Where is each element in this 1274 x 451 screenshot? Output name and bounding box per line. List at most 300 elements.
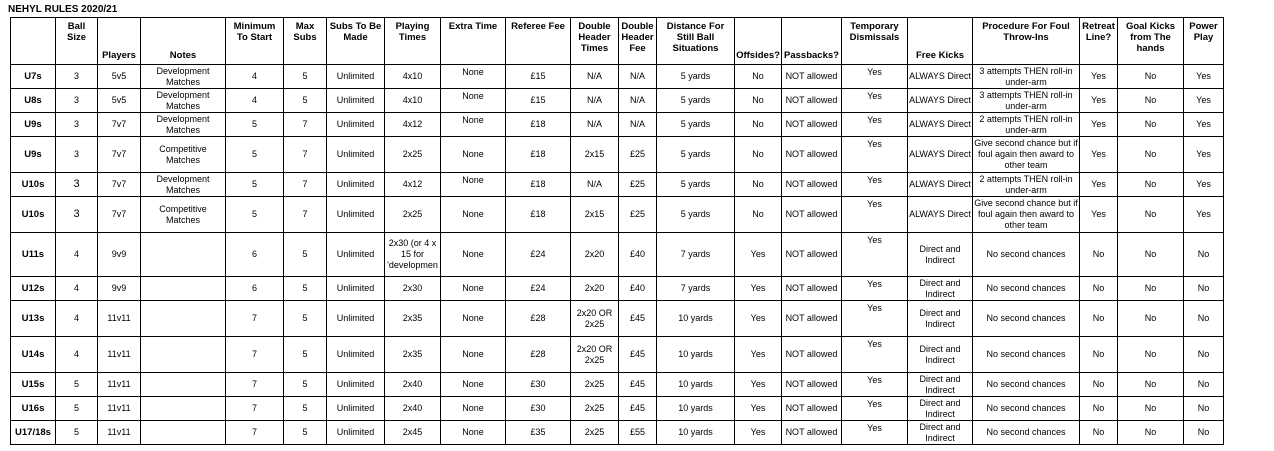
- cell-retreat-line: No: [1080, 277, 1118, 301]
- cell-referee-fee: £15: [506, 89, 571, 113]
- cell-double-header-fee: N/A: [619, 65, 657, 89]
- cell-power-play: No: [1184, 421, 1224, 445]
- header-referee-fee: Referee Fee: [506, 18, 571, 65]
- cell-double-header-fee: £25: [619, 137, 657, 173]
- header-goal-kicks-from-hands: Goal Kicks from The hands: [1118, 18, 1184, 65]
- cell-max-subs: 5: [284, 337, 327, 373]
- cell-still-ball-distance: 7 yards: [657, 277, 735, 301]
- cell-power-play: No: [1184, 397, 1224, 421]
- header-foul-throw-in-procedure: Procedure For Foul Throw-Ins: [973, 18, 1080, 65]
- cell-ball-size: 4: [56, 277, 98, 301]
- cell-ball-size: 5: [56, 421, 98, 445]
- cell-referee-fee: £24: [506, 277, 571, 301]
- cell-notes: Development Matches: [141, 65, 226, 89]
- cell-minimum-to-start: 7: [226, 397, 284, 421]
- cell-retreat-line: No: [1080, 301, 1118, 337]
- cell-goal-kicks-from-hands: No: [1118, 397, 1184, 421]
- table-row: [11, 137, 1224, 173]
- cell-still-ball-distance: 5 yards: [657, 173, 735, 197]
- cell-age-group: U10s: [11, 173, 56, 197]
- cell-temporary-dismissals: Yes: [842, 421, 908, 445]
- cell-double-header-fee: £25: [619, 173, 657, 197]
- cell-max-subs: 5: [284, 421, 327, 445]
- cell-ball-size: 5: [56, 397, 98, 421]
- cell-extra-time: None: [441, 173, 506, 197]
- cell-minimum-to-start: 7: [226, 337, 284, 373]
- cell-double-header-times: N/A: [571, 113, 619, 137]
- cell-playing-times: 4x12: [385, 173, 441, 197]
- cell-foul-throw-in-procedure: 2 attempts THEN roll-in under-arm: [973, 173, 1080, 197]
- cell-max-subs: 7: [284, 137, 327, 173]
- cell-temporary-dismissals: Yes: [842, 113, 908, 137]
- table-row: [11, 65, 1224, 89]
- cell-players: 5v5: [98, 65, 141, 89]
- cell-players: 7v7: [98, 173, 141, 197]
- cell-ball-size: 4: [56, 233, 98, 277]
- cell-foul-throw-in-procedure: Give second chance but if foul again then award to other team: [973, 197, 1080, 233]
- cell-notes: Development Matches: [141, 113, 226, 137]
- cell-double-header-fee: £45: [619, 301, 657, 337]
- cell-subs-to-be-made: Unlimited: [327, 277, 385, 301]
- cell-playing-times: 2x30: [385, 277, 441, 301]
- cell-still-ball-distance: 5 yards: [657, 197, 735, 233]
- cell-minimum-to-start: 7: [226, 301, 284, 337]
- cell-free-kicks: Direct and Indirect: [908, 421, 973, 445]
- header-max-subs: Max Subs: [284, 18, 327, 65]
- cell-extra-time: None: [441, 233, 506, 277]
- cell-still-ball-distance: 10 yards: [657, 337, 735, 373]
- cell-power-play: No: [1184, 301, 1224, 337]
- cell-foul-throw-in-procedure: 3 attempts THEN roll-in under-arm: [973, 65, 1080, 89]
- cell-age-group: U12s: [11, 277, 56, 301]
- cell-goal-kicks-from-hands: No: [1118, 113, 1184, 137]
- cell-offsides: No: [735, 65, 782, 89]
- cell-players: 11v11: [98, 301, 141, 337]
- cell-double-header-fee: N/A: [619, 113, 657, 137]
- header-ball-size: Ball Size: [56, 18, 98, 65]
- cell-foul-throw-in-procedure: 2 attempts THEN roll-in under-arm: [973, 113, 1080, 137]
- cell-double-header-times: 2x20: [571, 233, 619, 277]
- cell-temporary-dismissals: Yes: [842, 373, 908, 397]
- cell-temporary-dismissals: Yes: [842, 137, 908, 173]
- cell-passbacks: NOT allowed: [782, 337, 842, 373]
- cell-temporary-dismissals: Yes: [842, 89, 908, 113]
- cell-passbacks: NOT allowed: [782, 89, 842, 113]
- cell-passbacks: NOT allowed: [782, 137, 842, 173]
- cell-goal-kicks-from-hands: No: [1118, 337, 1184, 373]
- cell-foul-throw-in-procedure: No second chances: [973, 277, 1080, 301]
- cell-max-subs: 5: [284, 397, 327, 421]
- cell-still-ball-distance: 5 yards: [657, 137, 735, 173]
- cell-subs-to-be-made: Unlimited: [327, 337, 385, 373]
- table-row: [11, 89, 1224, 113]
- cell-free-kicks: Direct and Indirect: [908, 397, 973, 421]
- cell-goal-kicks-from-hands: No: [1118, 173, 1184, 197]
- cell-passbacks: NOT allowed: [782, 277, 842, 301]
- cell-offsides: Yes: [735, 301, 782, 337]
- cell-subs-to-be-made: Unlimited: [327, 113, 385, 137]
- cell-referee-fee: £15: [506, 65, 571, 89]
- cell-subs-to-be-made: Unlimited: [327, 373, 385, 397]
- cell-offsides: Yes: [735, 421, 782, 445]
- header-double-header-times: Double Header Times: [571, 18, 619, 65]
- cell-playing-times: 4x10: [385, 65, 441, 89]
- cell-players: 9v9: [98, 233, 141, 277]
- cell-temporary-dismissals: Yes: [842, 277, 908, 301]
- cell-foul-throw-in-procedure: Give second chance but if foul again then award to other team: [973, 137, 1080, 173]
- cell-goal-kicks-from-hands: No: [1118, 301, 1184, 337]
- cell-double-header-times: 2x25: [571, 421, 619, 445]
- cell-extra-time: None: [441, 113, 506, 137]
- cell-age-group: U9s: [11, 137, 56, 173]
- cell-foul-throw-in-procedure: No second chances: [973, 373, 1080, 397]
- cell-power-play: No: [1184, 277, 1224, 301]
- cell-referee-fee: £30: [506, 397, 571, 421]
- cell-ball-size: 3: [56, 89, 98, 113]
- cell-goal-kicks-from-hands: No: [1118, 89, 1184, 113]
- cell-retreat-line: Yes: [1080, 137, 1118, 173]
- cell-still-ball-distance: 5 yards: [657, 65, 735, 89]
- cell-free-kicks: ALWAYS Direct: [908, 65, 973, 89]
- cell-referee-fee: £18: [506, 173, 571, 197]
- cell-passbacks: NOT allowed: [782, 197, 842, 233]
- cell-retreat-line: No: [1080, 421, 1118, 445]
- table-row: [11, 301, 1224, 337]
- cell-notes: [141, 337, 226, 373]
- cell-retreat-line: No: [1080, 233, 1118, 277]
- cell-subs-to-be-made: Unlimited: [327, 233, 385, 277]
- cell-foul-throw-in-procedure: No second chances: [973, 301, 1080, 337]
- cell-power-play: Yes: [1184, 137, 1224, 173]
- cell-double-header-times: N/A: [571, 89, 619, 113]
- cell-minimum-to-start: 4: [226, 65, 284, 89]
- cell-temporary-dismissals: Yes: [842, 233, 908, 277]
- cell-subs-to-be-made: Unlimited: [327, 173, 385, 197]
- cell-still-ball-distance: 7 yards: [657, 233, 735, 277]
- cell-playing-times: 4x12: [385, 113, 441, 137]
- cell-double-header-times: N/A: [571, 173, 619, 197]
- header-still-ball-distance: Distance For Still Ball Situations: [657, 18, 735, 65]
- cell-players: 7v7: [98, 137, 141, 173]
- cell-age-group: U11s: [11, 233, 56, 277]
- header-passbacks: Passbacks?: [782, 18, 842, 65]
- table-row: [11, 373, 1224, 397]
- cell-referee-fee: £28: [506, 337, 571, 373]
- cell-minimum-to-start: 5: [226, 137, 284, 173]
- cell-passbacks: NOT allowed: [782, 113, 842, 137]
- table-row: [11, 197, 1224, 233]
- cell-age-group: U16s: [11, 397, 56, 421]
- cell-notes: Development Matches: [141, 89, 226, 113]
- header-row: [11, 18, 1224, 65]
- cell-still-ball-distance: 5 yards: [657, 89, 735, 113]
- cell-age-group: U8s: [11, 89, 56, 113]
- cell-passbacks: NOT allowed: [782, 373, 842, 397]
- cell-power-play: Yes: [1184, 65, 1224, 89]
- cell-extra-time: None: [441, 421, 506, 445]
- cell-minimum-to-start: 5: [226, 113, 284, 137]
- cell-foul-throw-in-procedure: No second chances: [973, 233, 1080, 277]
- cell-double-header-fee: £40: [619, 233, 657, 277]
- cell-double-header-times: 2x15: [571, 197, 619, 233]
- cell-double-header-times: 2x25: [571, 373, 619, 397]
- header-extra-time: Extra Time: [441, 18, 506, 65]
- cell-temporary-dismissals: Yes: [842, 301, 908, 337]
- cell-double-header-times: N/A: [571, 65, 619, 89]
- cell-offsides: Yes: [735, 233, 782, 277]
- table-row: [11, 397, 1224, 421]
- cell-ball-size: 3: [56, 197, 98, 233]
- cell-free-kicks: ALWAYS Direct: [908, 137, 973, 173]
- cell-temporary-dismissals: Yes: [842, 65, 908, 89]
- cell-referee-fee: £18: [506, 137, 571, 173]
- table-row: [11, 173, 1224, 197]
- cell-players: 11v11: [98, 337, 141, 373]
- cell-passbacks: NOT allowed: [782, 421, 842, 445]
- cell-retreat-line: No: [1080, 373, 1118, 397]
- cell-goal-kicks-from-hands: No: [1118, 233, 1184, 277]
- cell-notes: Development Matches: [141, 173, 226, 197]
- cell-passbacks: NOT allowed: [782, 301, 842, 337]
- cell-free-kicks: ALWAYS Direct: [908, 173, 973, 197]
- cell-max-subs: 7: [284, 113, 327, 137]
- cell-ball-size: 3: [56, 65, 98, 89]
- cell-still-ball-distance: 10 yards: [657, 373, 735, 397]
- cell-temporary-dismissals: Yes: [842, 337, 908, 373]
- table-row: [11, 113, 1224, 137]
- cell-power-play: No: [1184, 233, 1224, 277]
- cell-minimum-to-start: 4: [226, 89, 284, 113]
- cell-temporary-dismissals: Yes: [842, 397, 908, 421]
- cell-referee-fee: £18: [506, 197, 571, 233]
- cell-subs-to-be-made: Unlimited: [327, 65, 385, 89]
- cell-ball-size: 3: [56, 173, 98, 197]
- cell-offsides: No: [735, 137, 782, 173]
- cell-extra-time: None: [441, 89, 506, 113]
- cell-minimum-to-start: 6: [226, 233, 284, 277]
- cell-retreat-line: Yes: [1080, 89, 1118, 113]
- cell-max-subs: 5: [284, 233, 327, 277]
- cell-age-group: U9s: [11, 113, 56, 137]
- header-players: Players: [98, 18, 141, 65]
- header-notes: Notes: [141, 18, 226, 65]
- cell-ball-size: 5: [56, 373, 98, 397]
- header-subs-to-be-made: Subs To Be Made: [327, 18, 385, 65]
- cell-notes: Competitive Matches: [141, 197, 226, 233]
- cell-extra-time: None: [441, 337, 506, 373]
- cell-free-kicks: Direct and Indirect: [908, 277, 973, 301]
- cell-double-header-fee: £40: [619, 277, 657, 301]
- table-row: [11, 233, 1224, 277]
- cell-players: 9v9: [98, 277, 141, 301]
- cell-passbacks: NOT allowed: [782, 65, 842, 89]
- cell-referee-fee: £18: [506, 113, 571, 137]
- cell-goal-kicks-from-hands: No: [1118, 421, 1184, 445]
- cell-still-ball-distance: 5 yards: [657, 113, 735, 137]
- page-title: NEHYL RULES 2020/21: [8, 4, 118, 15]
- cell-age-group: U10s: [11, 197, 56, 233]
- cell-offsides: No: [735, 89, 782, 113]
- cell-max-subs: 5: [284, 89, 327, 113]
- cell-double-header-fee: £55: [619, 421, 657, 445]
- cell-goal-kicks-from-hands: No: [1118, 373, 1184, 397]
- cell-playing-times: 2x30 (or 4 x 15 for 'developmen: [385, 233, 441, 277]
- cell-free-kicks: ALWAYS Direct: [908, 197, 973, 233]
- cell-max-subs: 5: [284, 277, 327, 301]
- cell-foul-throw-in-procedure: 3 attempts THEN roll-in under-arm: [973, 89, 1080, 113]
- cell-ball-size: 4: [56, 337, 98, 373]
- cell-free-kicks: Direct and Indirect: [908, 233, 973, 277]
- cell-age-group: U7s: [11, 65, 56, 89]
- cell-players: 11v11: [98, 421, 141, 445]
- cell-power-play: Yes: [1184, 89, 1224, 113]
- cell-goal-kicks-from-hands: No: [1118, 65, 1184, 89]
- cell-age-group: U14s: [11, 337, 56, 373]
- cell-foul-throw-in-procedure: No second chances: [973, 337, 1080, 373]
- cell-referee-fee: £24: [506, 233, 571, 277]
- cell-passbacks: NOT allowed: [782, 233, 842, 277]
- cell-playing-times: 2x35: [385, 301, 441, 337]
- table-row: [11, 277, 1224, 301]
- cell-double-header-fee: £45: [619, 373, 657, 397]
- cell-passbacks: NOT allowed: [782, 173, 842, 197]
- header-retreat-line: Retreat Line?: [1080, 18, 1118, 65]
- cell-players: 7v7: [98, 197, 141, 233]
- cell-power-play: No: [1184, 337, 1224, 373]
- cell-retreat-line: Yes: [1080, 113, 1118, 137]
- cell-double-header-fee: £45: [619, 337, 657, 373]
- cell-notes: [141, 233, 226, 277]
- cell-minimum-to-start: 7: [226, 421, 284, 445]
- cell-playing-times: 2x45: [385, 421, 441, 445]
- cell-still-ball-distance: 10 yards: [657, 421, 735, 445]
- cell-double-header-fee: £25: [619, 197, 657, 233]
- cell-notes: [141, 301, 226, 337]
- cell-extra-time: None: [441, 277, 506, 301]
- cell-playing-times: 2x40: [385, 397, 441, 421]
- cell-notes: Competitive Matches: [141, 137, 226, 173]
- cell-max-subs: 5: [284, 301, 327, 337]
- rules-table: [10, 17, 1224, 445]
- cell-playing-times: 2x40: [385, 373, 441, 397]
- cell-referee-fee: £35: [506, 421, 571, 445]
- cell-notes: [141, 277, 226, 301]
- cell-minimum-to-start: 6: [226, 277, 284, 301]
- cell-free-kicks: ALWAYS Direct: [908, 113, 973, 137]
- cell-temporary-dismissals: Yes: [842, 197, 908, 233]
- table-row: [11, 337, 1224, 373]
- cell-foul-throw-in-procedure: No second chances: [973, 421, 1080, 445]
- cell-double-header-fee: N/A: [619, 89, 657, 113]
- cell-double-header-times: 2x25: [571, 397, 619, 421]
- cell-playing-times: 2x25: [385, 197, 441, 233]
- cell-free-kicks: Direct and Indirect: [908, 301, 973, 337]
- cell-minimum-to-start: 5: [226, 197, 284, 233]
- cell-offsides: Yes: [735, 397, 782, 421]
- cell-extra-time: None: [441, 301, 506, 337]
- cell-still-ball-distance: 10 yards: [657, 301, 735, 337]
- cell-subs-to-be-made: Unlimited: [327, 197, 385, 233]
- cell-referee-fee: £28: [506, 301, 571, 337]
- cell-foul-throw-in-procedure: No second chances: [973, 397, 1080, 421]
- cell-double-header-times: 2x15: [571, 137, 619, 173]
- cell-temporary-dismissals: Yes: [842, 173, 908, 197]
- header-minimum-to-start: Minimum To Start: [226, 18, 284, 65]
- table-row: [11, 421, 1224, 445]
- cell-offsides: No: [735, 173, 782, 197]
- header-age-group: [11, 18, 56, 65]
- cell-power-play: Yes: [1184, 113, 1224, 137]
- header-offsides: Offsides?: [735, 18, 782, 65]
- cell-extra-time: None: [441, 197, 506, 233]
- cell-ball-size: 3: [56, 113, 98, 137]
- cell-minimum-to-start: 7: [226, 373, 284, 397]
- cell-extra-time: None: [441, 137, 506, 173]
- header-playing-times: Playing Times: [385, 18, 441, 65]
- cell-playing-times: 4x10: [385, 89, 441, 113]
- cell-retreat-line: Yes: [1080, 65, 1118, 89]
- header-power-play: Power Play: [1184, 18, 1224, 65]
- cell-double-header-times: 2x20 OR 2x25: [571, 301, 619, 337]
- cell-retreat-line: No: [1080, 337, 1118, 373]
- cell-subs-to-be-made: Unlimited: [327, 421, 385, 445]
- cell-playing-times: 2x25: [385, 137, 441, 173]
- cell-subs-to-be-made: Unlimited: [327, 397, 385, 421]
- cell-extra-time: None: [441, 397, 506, 421]
- cell-offsides: Yes: [735, 277, 782, 301]
- cell-players: 7v7: [98, 113, 141, 137]
- cell-ball-size: 4: [56, 301, 98, 337]
- cell-power-play: Yes: [1184, 197, 1224, 233]
- cell-extra-time: None: [441, 373, 506, 397]
- header-double-header-fee: Double Header Fee: [619, 18, 657, 65]
- cell-offsides: No: [735, 113, 782, 137]
- cell-ball-size: 3: [56, 137, 98, 173]
- cell-double-header-times: 2x20 OR 2x25: [571, 337, 619, 373]
- cell-max-subs: 7: [284, 197, 327, 233]
- cell-goal-kicks-from-hands: No: [1118, 197, 1184, 233]
- header-temporary-dismissals: Temporary Dismissals: [842, 18, 908, 65]
- cell-players: 11v11: [98, 397, 141, 421]
- cell-free-kicks: ALWAYS Direct: [908, 89, 973, 113]
- cell-age-group: U15s: [11, 373, 56, 397]
- cell-minimum-to-start: 5: [226, 173, 284, 197]
- cell-double-header-fee: £45: [619, 397, 657, 421]
- cell-subs-to-be-made: Unlimited: [327, 137, 385, 173]
- cell-age-group: U13s: [11, 301, 56, 337]
- cell-passbacks: NOT allowed: [782, 397, 842, 421]
- cell-subs-to-be-made: Unlimited: [327, 89, 385, 113]
- cell-age-group: U17/18s: [11, 421, 56, 445]
- cell-offsides: Yes: [735, 373, 782, 397]
- cell-subs-to-be-made: Unlimited: [327, 301, 385, 337]
- cell-notes: [141, 373, 226, 397]
- header-free-kicks: Free Kicks: [908, 18, 973, 65]
- cell-goal-kicks-from-hands: No: [1118, 137, 1184, 173]
- cell-playing-times: 2x35: [385, 337, 441, 373]
- cell-retreat-line: Yes: [1080, 197, 1118, 233]
- cell-max-subs: 7: [284, 173, 327, 197]
- cell-free-kicks: Direct and Indirect: [908, 373, 973, 397]
- cell-players: 5v5: [98, 89, 141, 113]
- cell-retreat-line: No: [1080, 397, 1118, 421]
- cell-offsides: Yes: [735, 337, 782, 373]
- cell-notes: [141, 397, 226, 421]
- cell-double-header-times: 2x20: [571, 277, 619, 301]
- cell-notes: [141, 421, 226, 445]
- cell-max-subs: 5: [284, 65, 327, 89]
- cell-referee-fee: £30: [506, 373, 571, 397]
